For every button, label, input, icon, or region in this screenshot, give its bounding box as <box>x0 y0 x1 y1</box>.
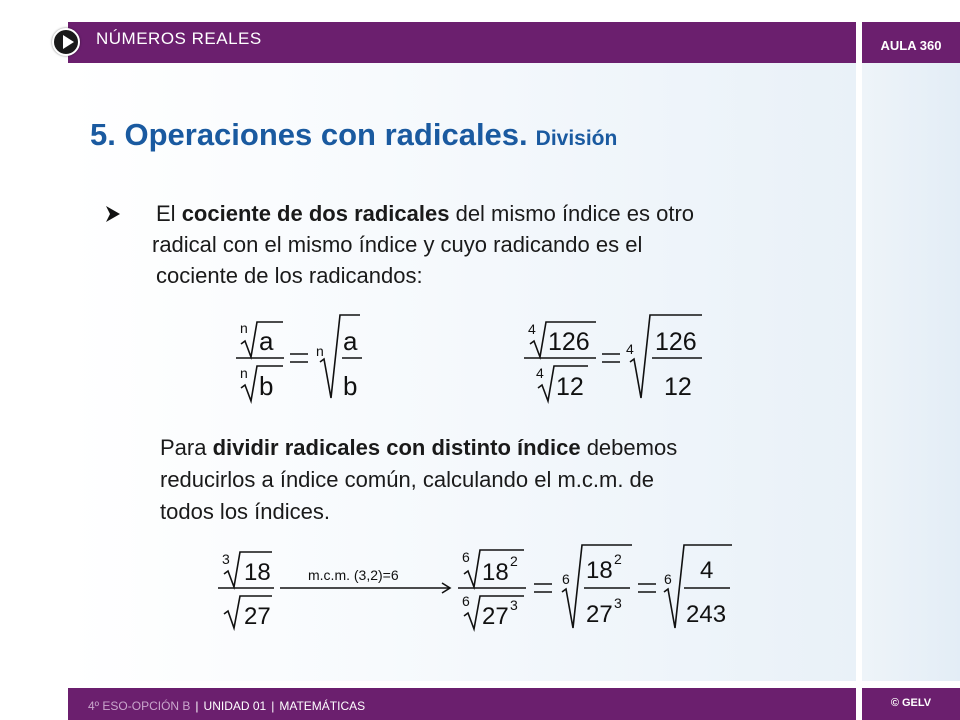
copyright-label: © GELV <box>890 697 932 709</box>
note-line-2: reducirlos a índice común, calculando el m.c.m. de <box>160 467 655 492</box>
general-right-num: a <box>343 326 358 356</box>
bullet-bold: cociente de dos radicales <box>181 201 450 226</box>
note-paragraph <box>160 432 840 528</box>
example2-frac-exp-den: 3 <box>614 595 622 611</box>
example2-index-6c: 6 <box>562 571 570 587</box>
bullet-prefix: El <box>156 201 182 226</box>
formula-example-1 <box>516 312 716 404</box>
example1-num: 126 <box>548 328 590 356</box>
footer-sep-1: | <box>195 699 199 713</box>
example2-frac-num: 18 <box>586 557 613 584</box>
play-triangle-icon <box>61 35 75 49</box>
example1-index-den: 4 <box>536 365 544 381</box>
formula-general <box>228 312 368 404</box>
example2-num: 18 <box>244 559 271 586</box>
bullet-line-1 <box>130 198 830 229</box>
example2-mid-den: 27 <box>482 603 509 630</box>
section-label: NÚMEROS REALES <box>96 29 262 48</box>
footer-subject: MATEMÁTICAS <box>279 699 366 713</box>
page-title <box>90 117 617 153</box>
general-index-right: n <box>316 343 324 359</box>
title-sub: División <box>535 127 618 150</box>
play-icon[interactable] <box>52 28 80 56</box>
example2-index-6a: 6 <box>462 549 470 565</box>
example2-frac-den: 27 <box>586 601 613 628</box>
example2-index-3: 3 <box>222 551 230 567</box>
example2-mid-num: 18 <box>482 559 509 586</box>
note-prefix: Para <box>160 435 213 460</box>
bullet-paragraph <box>130 198 830 291</box>
bullet-suffix: del mismo índice es otro <box>449 201 695 226</box>
general-num: a <box>259 326 274 356</box>
formula-example-2 <box>210 540 750 632</box>
footer-breadcrumb <box>88 699 365 713</box>
example2-arrow-label: m.c.m. (3,2)=6 <box>308 567 399 583</box>
side-panel <box>862 63 960 681</box>
general-index-den: n <box>240 365 248 381</box>
footer-course: 4º ESO-OPCIÓN B <box>88 699 191 713</box>
title-main: 5. Operaciones con radicales. <box>90 117 528 152</box>
example1-index-num: 4 <box>528 321 536 337</box>
bullet-line-2: radical con el mismo índice y cuyo radicando es el <box>152 232 643 257</box>
note-line-3: todos los índices. <box>160 499 330 524</box>
general-den: b <box>259 371 274 401</box>
general-right-den: b <box>343 371 358 401</box>
example2-result-num: 4 <box>700 557 714 584</box>
footer-sep-2: | <box>271 699 275 713</box>
brand-label: AULA 360 <box>880 38 942 53</box>
example2-den: 27 <box>244 603 271 630</box>
example1-right-den: 12 <box>664 373 692 401</box>
example2-mid-exp-num: 2 <box>510 553 518 569</box>
bullet-line-3: cociente de los radicandos: <box>156 263 423 288</box>
example2-frac-exp-num: 2 <box>614 551 622 567</box>
example2-index-6b: 6 <box>462 593 470 609</box>
note-suffix: debemos <box>580 435 678 460</box>
bullet-arrow-icon <box>104 205 122 223</box>
note-bold: dividir radicales con distinto índice <box>212 435 581 460</box>
example2-result-den: 243 <box>686 601 727 628</box>
footer-unit: UNIDAD 01 <box>203 699 267 713</box>
example1-index-right: 4 <box>626 341 634 357</box>
general-index-num: n <box>240 320 248 336</box>
example1-den: 12 <box>556 373 584 401</box>
example2-index-6d: 6 <box>664 571 672 587</box>
note-line-1 <box>160 432 840 464</box>
example1-right-num: 126 <box>655 328 697 356</box>
example2-mid-exp-den: 3 <box>510 597 518 613</box>
